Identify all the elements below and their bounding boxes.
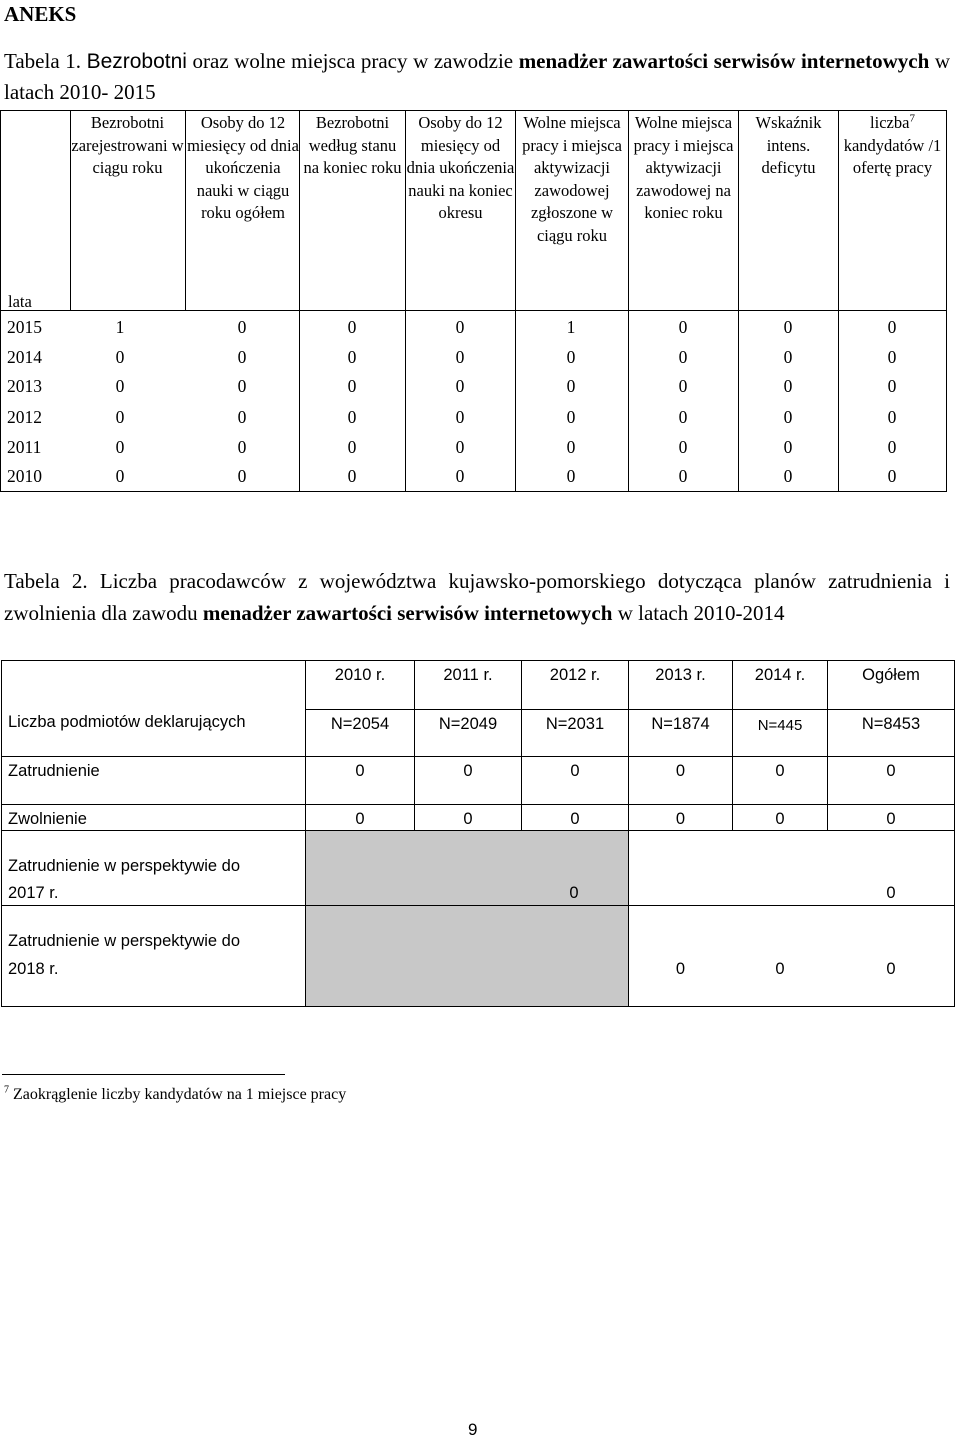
section-heading: ANEKS	[4, 2, 77, 26]
t1-cell: 0	[347, 466, 357, 486]
t1-cell: 0	[237, 317, 247, 337]
year-label: 2010	[7, 466, 42, 486]
t1-cell: 0	[455, 317, 465, 337]
t1-cell: 0	[347, 437, 357, 457]
t2-cell: 0	[463, 762, 473, 780]
t2-col-total: Ogółem	[862, 666, 920, 684]
t1-cell: 0	[455, 407, 465, 427]
t1-cell: 0	[237, 466, 247, 486]
t1-cell: 0	[887, 317, 897, 337]
t1-cell: 0	[678, 317, 688, 337]
t2-cell: 0	[570, 762, 580, 780]
t1-cell: 0	[347, 407, 357, 427]
t2-cell: 0	[570, 810, 580, 828]
footnote-separator	[2, 1074, 285, 1075]
t1-cell: 0	[237, 407, 247, 427]
t1-cell: 0	[783, 466, 793, 486]
t2-col-2013: 2013 r.	[655, 666, 706, 684]
t2-cell: N=2054	[330, 715, 390, 733]
t1-cell: 0	[887, 347, 897, 367]
t2-cell: 0	[775, 960, 785, 978]
t2-cell: 0	[355, 762, 365, 780]
t1-cell: 0	[783, 407, 793, 427]
t2-row-label: 2018 r.	[8, 960, 59, 978]
t2-col-2011: 2011 r.	[443, 666, 493, 684]
t2-cell: 0	[463, 810, 473, 828]
t2-col-2014: 2014 r.	[754, 666, 806, 684]
t2-cell: N=2031	[545, 715, 605, 733]
t1-cell: 0	[783, 347, 793, 367]
corner-label: lata	[8, 292, 32, 311]
t1-cell: 0	[678, 437, 688, 457]
t2-row-label: Zatrudnienie w perspektywie do	[8, 932, 241, 950]
t1-cell: 0	[115, 437, 125, 457]
table1-caption: Tabela 1. Bezrobotni oraz wolne miejsca pracy w zawodzie menadżer zawartości serwisów internetowych w latach 2010- 2015	[4, 49, 951, 104]
year-label: 2012	[7, 407, 42, 427]
t1-cell: 0	[115, 376, 125, 396]
year-label: 2013	[7, 376, 42, 396]
t1-cell: 0	[115, 466, 125, 486]
t1-cell: 0	[566, 466, 576, 486]
t2-cell: 0	[675, 762, 686, 780]
t1-cell: 0	[678, 466, 688, 486]
shaded-cell	[306, 906, 628, 1006]
t1-header-5: Wolne miejsca pracy i miejsca aktywizacji zawodowej zgłoszone w ciągu roku	[522, 113, 622, 245]
t1-cell: 0	[678, 376, 688, 396]
t1-header-2: Osoby do 12 miesięcy od dnia ukończenia nauki w ciągu roku ogółem	[187, 113, 299, 223]
t1-cell: 1	[566, 317, 576, 337]
t1-cell: 0	[678, 407, 688, 427]
t2-col-2010: 2010 r.	[334, 666, 386, 684]
year-label: 2014	[7, 347, 42, 367]
t2-cell: 0	[775, 762, 785, 780]
t1-cell: 0	[347, 317, 357, 337]
t2-cell: N=8453	[861, 715, 921, 733]
t2-cell: 0	[886, 762, 896, 780]
t1-cell: 0	[455, 437, 465, 457]
t2-cell: 0	[886, 884, 896, 902]
t1-cell: 0	[455, 466, 465, 486]
t1-cell: 0	[115, 347, 125, 367]
t2-row-label: Zwolnienie	[8, 810, 87, 828]
t1-cell: 0	[115, 407, 125, 427]
t2-cell: 0	[675, 960, 686, 978]
page-number: 9	[468, 1420, 478, 1439]
t1-cell: 0	[566, 437, 576, 457]
year-label: 2015	[7, 317, 42, 337]
t2-cell: 0	[886, 810, 896, 828]
table1	[0, 110, 947, 492]
t1-cell: 0	[783, 376, 793, 396]
t1-cell: 0	[566, 376, 576, 396]
t2-cell: 0	[775, 810, 785, 828]
t1-cell: 0	[887, 437, 897, 457]
t1-cell: 0	[566, 347, 576, 367]
t1-header-6: Wolne miejsca pracy i miejsca aktywizacji zawodowej na koniec roku	[633, 113, 734, 223]
t2-cell: 0	[569, 884, 579, 902]
t2-col-2012: 2012 r.	[549, 666, 601, 684]
t1-cell: 0	[783, 437, 793, 457]
table2-caption: Tabela 2. Liczba pracodawców z województwa kujawsko-pomorskiego dotycząca planów zatrudnienia i zwolnienia dla zawodu menadżer zawartości serwisów internetowych w latach 2010-2014	[4, 569, 950, 625]
t2-cell: N=1874	[651, 715, 710, 733]
t1-cell: 0	[237, 437, 247, 457]
t2-row-label: Zatrudnienie	[8, 762, 100, 780]
t1-cell: 0	[237, 347, 247, 367]
t1-header-8: liczba$^7$ kandydatów /1 ofertę pracy	[843, 112, 942, 178]
t1-header-1: Bezrobotni zarejestrowani w ciągu roku	[71, 113, 184, 178]
t1-cell: 0	[455, 376, 465, 396]
footnote: $^7$ Zaokrąglenie liczby kandydatów na 1 miejsce pracy	[4, 1084, 347, 1103]
t2-row-label: Liczba podmiotów deklarujących	[8, 713, 246, 731]
t1-cell: 0	[237, 376, 247, 396]
t2-cell: 0	[886, 960, 896, 978]
t1-cell: 0	[887, 407, 897, 427]
table2	[1, 660, 955, 1007]
t1-cell: 0	[783, 317, 793, 337]
t1-cell: 0	[347, 347, 357, 367]
t2-row-label: Zatrudnienie w perspektywie do	[8, 857, 241, 875]
t1-cell: 0	[566, 407, 576, 427]
t1-header-3: Bezrobotni według stanu na koniec roku	[303, 113, 402, 178]
t2-cell: N=2049	[438, 715, 498, 733]
t2-row-label: 2017 r.	[8, 884, 59, 902]
t2-cell: 0	[675, 810, 686, 828]
year-label: 2011	[7, 437, 42, 457]
t1-header-4: Osoby do 12 miesięcy od dnia ukończenia nauki na koniec okresu	[406, 113, 515, 223]
t1-cell: 1	[115, 317, 125, 337]
t1-cell: 0	[455, 347, 465, 367]
t1-cell: 0	[347, 376, 357, 396]
t2-cell: 0	[355, 810, 365, 828]
t2-cell: N=445	[757, 717, 803, 734]
t1-header-7: Wskaźnik intens. deficytu	[755, 113, 822, 178]
t1-cell: 0	[887, 376, 897, 396]
t1-cell: 0	[678, 347, 688, 367]
t1-cell: 0	[887, 466, 897, 486]
